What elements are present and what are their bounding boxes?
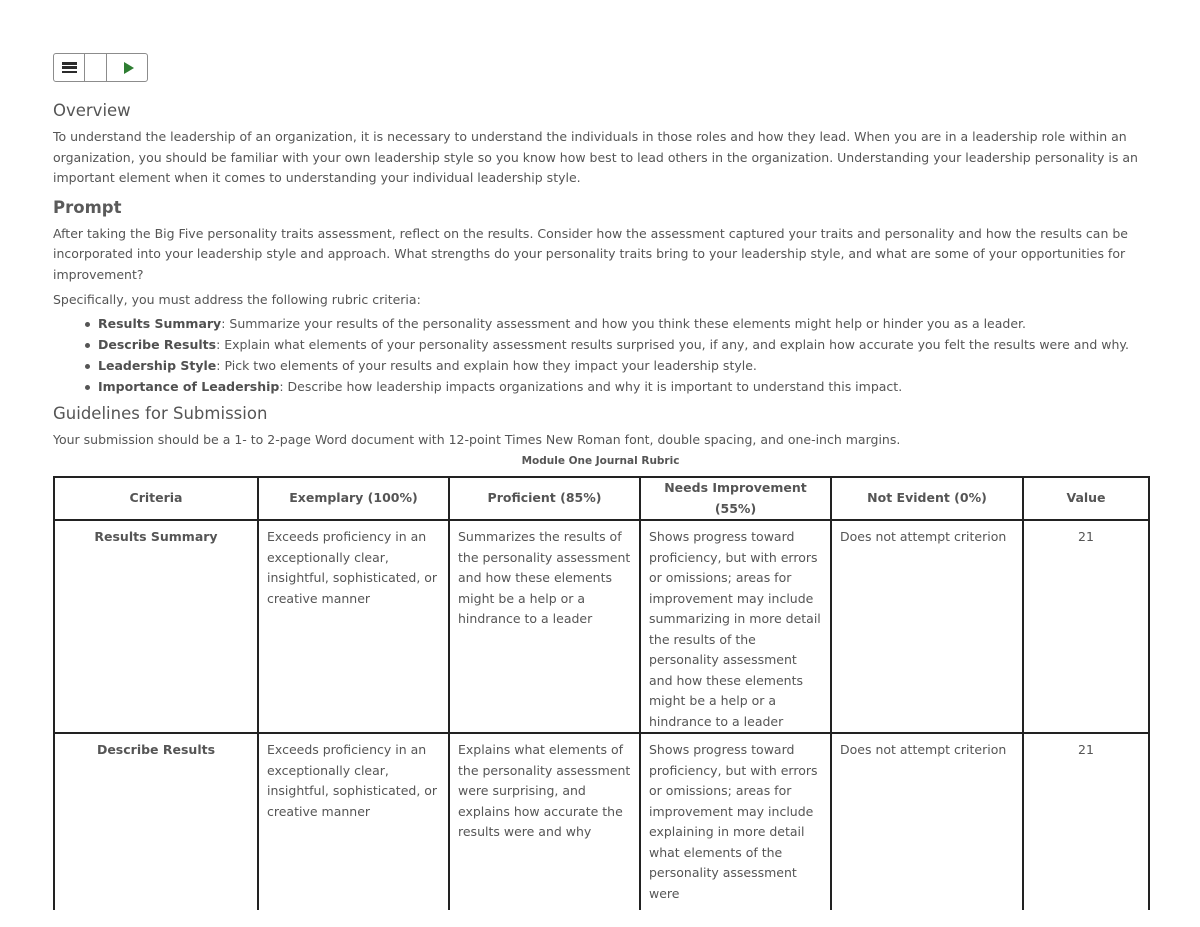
prompt-text: After taking the Big Five personality traits assessment, reflect on the results. Consider how the assessment captured your traits and personality and how the results can be incorporated into your leadership style and approach. What strengths do your personality traits bring to your leadership style, and what are some of your opportunities for improvement? [53,225,1128,282]
criterion-desc: : Summarize your results of the personality assessment and how you think these elements might help or hinder you as a leader. [221,315,1026,331]
rubric-criteria-list [53,313,1148,397]
exemplary-cell: Exceeds proficiency in an exceptionally clear, insightful, sophisticated, or creative manner [258,733,449,910]
menu-button[interactable] [54,54,85,81]
column-header: Exemplary (100%) [258,477,449,520]
toolbar-blank-button[interactable] [85,54,107,81]
criteria-cell: Describe Results [54,733,258,910]
specifically-text: Specifically, you must address the following rubric criteria: [53,292,421,307]
table-header-row [54,477,1149,520]
column-header: Not Evident (0%) [831,477,1023,520]
document-content [53,98,1148,910]
criterion-term: Leadership Style [98,357,217,373]
column-header: Value [1023,477,1149,520]
hamburger-menu-icon [62,62,77,73]
needs-improvement-cell: Shows progress toward proficiency, but with errors or omissions; areas for improvement may include explaining in more detail what elements of the personality assessment were [640,733,831,910]
proficient-cell: Summarizes the results of the personality assessment and how these elements might be a help or a hindrance to a leader [449,520,640,733]
column-header: Needs Improvement (55%) [640,477,831,520]
list-item [98,313,1148,334]
table-row [54,733,1149,910]
prompt-heading: Prompt [53,197,122,217]
criterion-term: Results Summary [98,315,222,331]
guidelines-heading: Guidelines for Submission [53,403,268,423]
needs-improvement-cell: Shows progress toward proficiency, but with errors or omissions; areas for improvement may include summarizing in more detail the results of the personality assessment and how these elements might be a help or a hindrance to a leader [640,520,831,733]
rubric-table [53,476,1150,910]
list-item [98,355,1148,376]
column-header: Proficient (85%) [449,477,640,520]
criterion-desc: : Pick two elements of your results and explain how they impact your leadership style. [216,357,757,373]
value-cell: 21 [1023,733,1149,910]
criterion-desc: : Explain what elements of your personality assessment results surprised you, if any, and explain how accurate you felt the results were and why. [216,336,1129,352]
criterion-term: Importance of Leadership [98,378,280,394]
not-evident-cell: Does not attempt criterion [831,733,1023,910]
overview-text: To understand the leadership of an organization, it is necessary to understand the individuals in those roles and how they lead. When you are in a leadership role within an organization, you should be familiar with your own leadership style so you know how best to lead others in the organization. Understanding your leadership personality is an important element when it comes to understanding your individual leadership style. [53,129,1138,185]
overview-heading: Overview [53,101,131,120]
play-icon [124,62,134,74]
criterion-desc: : Describe how leadership impacts organizations and why it is important to understand this impact. [279,378,903,394]
value-cell: 21 [1023,520,1149,733]
play-button[interactable] [107,54,147,81]
exemplary-cell: Exceeds proficiency in an exceptionally clear, insightful, sophisticated, or creative manner [258,520,449,733]
document-toolbar [53,53,148,82]
list-item [98,334,1148,355]
proficient-cell: Explains what elements of the personality assessment were surprising, and explains how accurate the results were and why [449,733,640,910]
table-row [54,520,1149,733]
criteria-cell: Results Summary [54,520,258,733]
list-item [98,376,1148,397]
guidelines-text: Your submission should be a 1- to 2-page Word document with 12-point Times New Roman font, double spacing, and one-inch margins. [53,431,901,447]
column-header: Criteria [54,477,258,520]
criterion-term: Describe Results [98,336,217,352]
rubric-caption: Module One Journal Rubric [521,455,680,467]
not-evident-cell: Does not attempt criterion [831,520,1023,733]
